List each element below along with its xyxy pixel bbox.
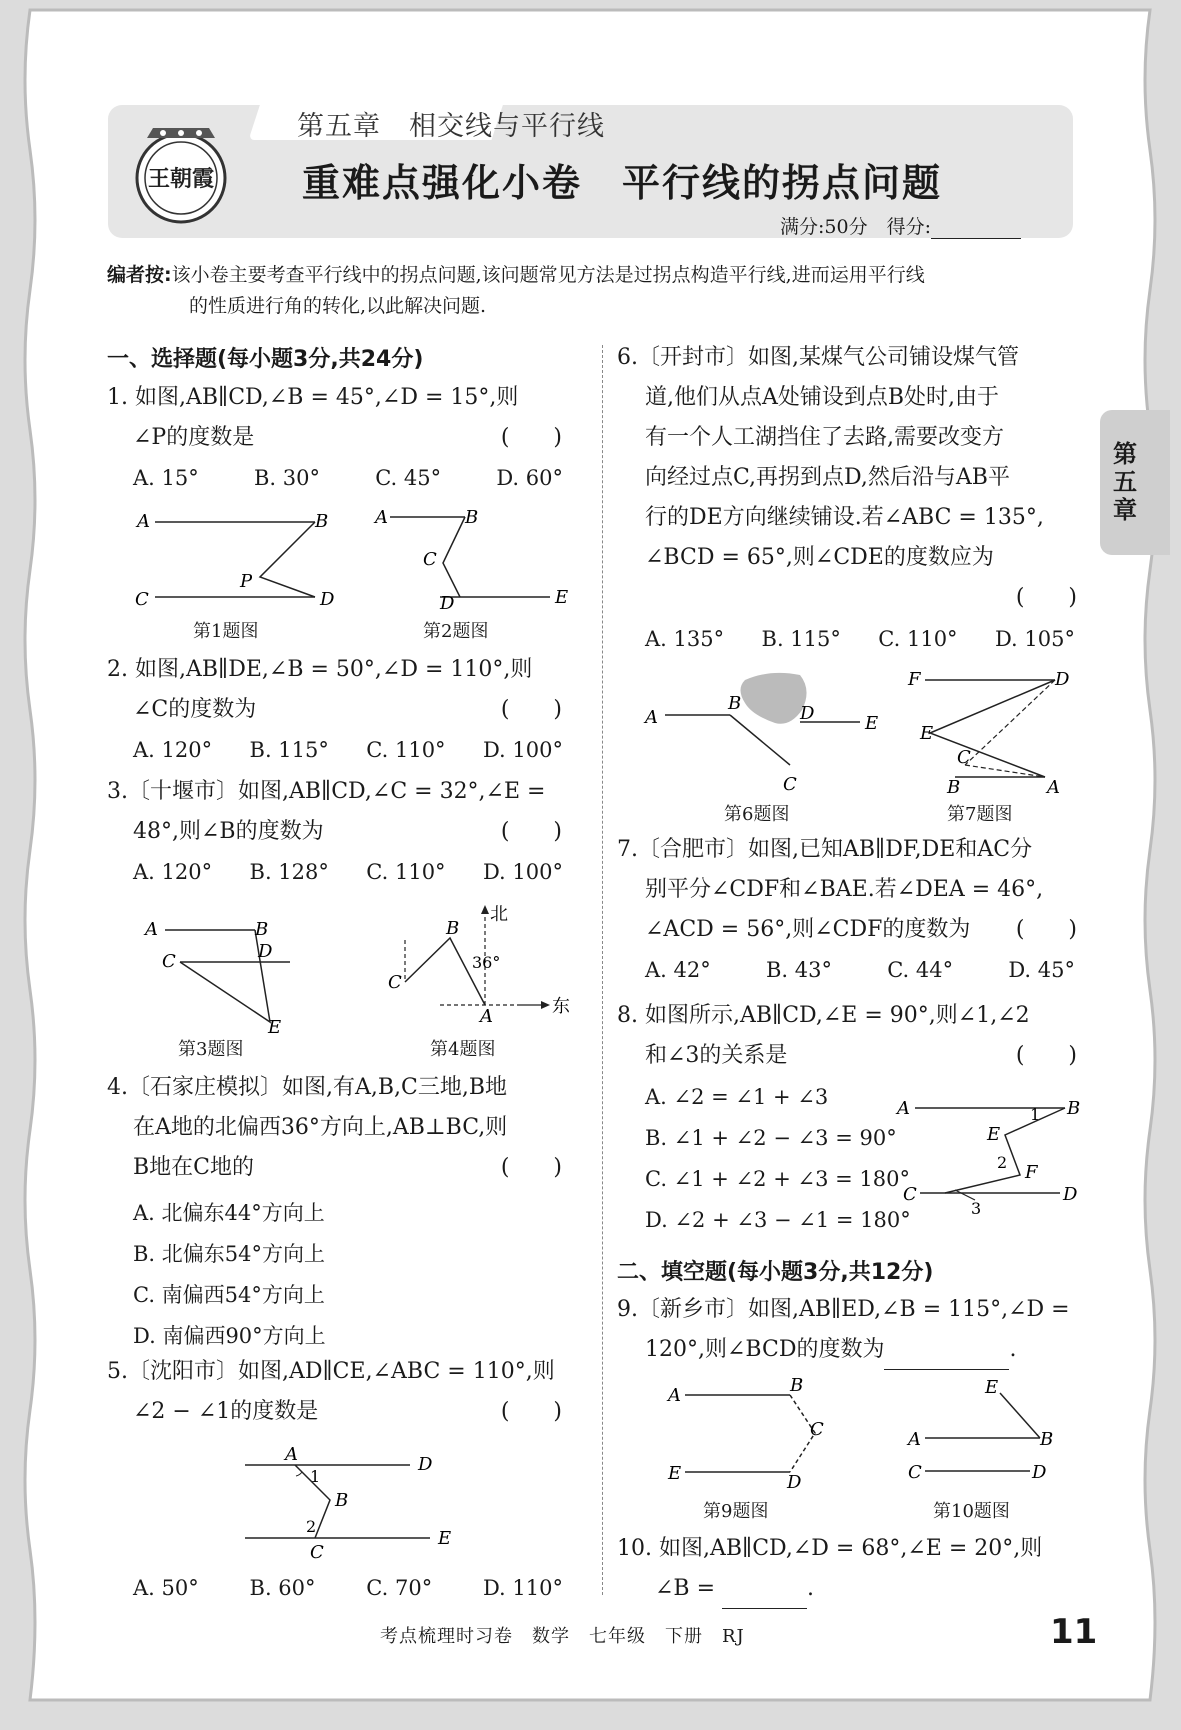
score-blank[interactable] [931,220,1021,239]
svg-text:B: B [465,507,479,528]
section-choice-heading: 一、选择题(每小题3分,共24分) [107,347,424,372]
svg-text:B: B [728,693,742,714]
svg-text:E: E [987,1124,1001,1145]
chapter-title: 第五章 相交线与平行线 [297,111,605,142]
figure-q10 [900,1375,1080,1490]
question-9: 9.〔新乡市〕如图,AB∥ED,∠B = 115°,∠D = 120°,则∠BCD的度数为 . [617,1290,1077,1370]
svg-text:B: B [1040,1429,1054,1450]
figure-q4 [380,900,570,1035]
svg-text:C: C [388,972,402,993]
svg-text:C: C [310,1542,324,1563]
q2-options: A. 120° B. 115° C. 110° D. 100° [133,738,563,762]
svg-text:B: B [335,1490,349,1511]
compass-angle: 36° [472,953,501,972]
svg-text:C: C [135,589,149,610]
page-number: 11 [1050,1612,1098,1652]
caption-q2: 第2题图 [423,621,489,642]
question-4: 4.〔石家庄模拟〕如图,有A,B,C三地,B地 在A地的北偏西36°方向上,AB⊥BC,则 B地在C地的 ( ) [107,1075,562,1180]
question-10: 10. 如图,AB∥CD,∠D = 68°,∠E = 20°,则 ∠B = . [617,1529,1077,1609]
compass-north: 北 [490,904,508,925]
caption-q3: 第3题图 [178,1039,244,1060]
question-5: 5.〔沈阳市〕如图,AD∥CE,∠ABC = 110°,则 ∠2 − ∠1的度数是 ( ) [107,1359,562,1424]
svg-text:A: A [668,1385,681,1406]
question-7: 7.〔合肥市〕如图,已知AB∥DF,DE和AC分 别平分∠CDF和∠BAE.若∠DEA = 46°, ∠ACD = 56°,则∠CDF的度数为 ( ) [617,837,1077,942]
svg-text:C: C [162,951,176,972]
svg-text:A: A [1047,777,1060,798]
figure-q7 [905,665,1080,800]
svg-text:A: A [145,919,158,940]
svg-text:B: B [315,511,329,532]
svg-text:C: C [957,747,971,768]
svg-text:E: E [268,1017,282,1038]
figure-q3 [140,915,310,1038]
svg-text:D: D [440,593,455,614]
compass-east: 东 [552,996,570,1017]
svg-text:P: P [240,571,253,592]
svg-text:3: 3 [971,1199,982,1218]
q7-options: A. 42° B. 43° C. 44° D. 45° [645,958,1075,982]
q9-answer-blank[interactable] [884,1351,1009,1370]
svg-text:D: D [1055,669,1070,690]
figure-q2 [365,505,575,614]
svg-text:2: 2 [306,1517,317,1536]
svg-text:A: A [908,1429,921,1450]
svg-text:D: D [800,703,815,724]
caption-q1: 第1题图 [193,621,259,642]
q4-options: A. 北偏东44°方向上 B. 北偏东54°方向上 C. 南偏西54°方向上 D. 南偏西90°方向上 [133,1201,326,1348]
svg-text:A: A [645,707,658,728]
editor-note: 编者按:该小卷主要考查平行线中的拐点问题,该问题常见方法是过拐点构造平行线,进而运用平行线 的性质进行角的转化,以此解决问题. [107,264,925,317]
caption-q6: 第6题图 [724,804,790,825]
q1-options: A. 15° B. 30° C. 45° D. 60° [133,466,563,490]
figure-q9 [660,1375,840,1493]
svg-text:A: A [137,511,150,532]
svg-text:B: B [255,919,269,940]
svg-text:B: B [790,1375,804,1396]
logo-seal [125,118,237,230]
figure-q5 [240,1440,470,1563]
svg-text:D: D [1063,1184,1078,1205]
question-8: 8. 如图所示,AB∥CD,∠E = 90°,则∠1,∠2 和∠3的关系是 ( ) [617,1003,1077,1068]
svg-text:A: A [897,1098,910,1119]
q5-options: A. 50° B. 60° C. 70° D. 110° [133,1576,563,1600]
svg-text:C: C [908,1462,922,1483]
svg-text:B: B [1067,1098,1081,1119]
section-fill-heading: 二、填空题(每小题3分,共12分) [617,1260,934,1285]
svg-text:D: D [320,589,335,610]
svg-text:1: 1 [310,1467,321,1486]
svg-text:2: 2 [997,1153,1008,1172]
page-title: 重难点强化小卷 平行线的拐点问题 [302,161,943,205]
svg-text:E: E [668,1463,682,1484]
svg-text:D: D [418,1454,433,1475]
svg-text:D: D [258,941,273,962]
svg-text:E: E [438,1528,452,1549]
svg-text:F: F [908,669,921,690]
caption-q10: 第10题图 [933,1501,1010,1522]
svg-text:E: E [920,723,934,744]
column-divider [602,345,603,1595]
question-6: 6.〔开封市〕如图,某煤气公司铺设煤气管 道,他们从点A处铺设到点B处时,由于 有一个人工湖挡住了去路,需要改变方 向经过点C,再拐到点D,然后沿与AB平 行的DE方向继续铺设.若∠ABC = 135°, ∠BCD = 65°,则∠CDE的度数应为 ( ) [617,345,1077,610]
question-2: 2. 如图,AB∥DE,∠B = 50°,∠D = 110°,则 ∠C的度数为 ( ) [107,657,562,722]
figure-q6 [640,665,880,800]
svg-text:E: E [865,713,879,734]
caption-q9: 第9题图 [703,1501,769,1522]
svg-text:C: C [423,549,437,570]
lake-shape [741,673,807,724]
question-3: 3.〔十堰市〕如图,AB∥CD,∠C = 32°,∠E = 48°,则∠B的度数为 ( ) [107,779,562,844]
svg-text:A: A [285,1444,298,1465]
score-line: 满分:50分 得分: [780,212,1021,239]
q10-answer-blank[interactable] [722,1590,807,1609]
svg-text:1: 1 [1030,1105,1041,1124]
svg-text:B: B [947,777,961,798]
svg-text:F: F [1025,1162,1038,1183]
question-1: 1. 如图,AB∥CD,∠B = 45°,∠D = 15°,则 ∠P的度数是 ( ) [107,385,562,450]
svg-text:C: C [810,1419,824,1440]
q3-options: A. 120° B. 128° C. 110° D. 100° [133,860,563,884]
figure-q8 [895,1090,1080,1220]
svg-text:D: D [1032,1462,1047,1483]
figure-q1 [125,505,345,610]
svg-text:D: D [787,1472,802,1493]
svg-text:A: A [480,1006,493,1027]
q8-options: A. ∠2 = ∠1 + ∠3 B. ∠1 + ∠2 − ∠3 = 90° C. ∠1 + ∠2 + ∠3 = 180° D. ∠2 + ∠3 − ∠1 = 180° [645,1085,911,1232]
q6-options: A. 135° B. 115° C. 110° D. 105° [645,627,1075,651]
svg-text:E: E [985,1377,999,1398]
svg-text:A: A [375,507,388,528]
svg-text:王朝霞: 王朝霞 [147,167,215,192]
svg-text:C: C [783,774,797,795]
svg-text:C: C [903,1184,917,1205]
svg-text:B: B [446,918,460,939]
svg-text:E: E [555,587,569,608]
caption-q7: 第7题图 [947,804,1013,825]
footer-text: 考点梳理时习卷 数学 七年级 下册 RJ [380,1626,745,1647]
caption-q4: 第4题图 [430,1039,496,1060]
chapter-side-label: 第五章 [1113,440,1137,524]
